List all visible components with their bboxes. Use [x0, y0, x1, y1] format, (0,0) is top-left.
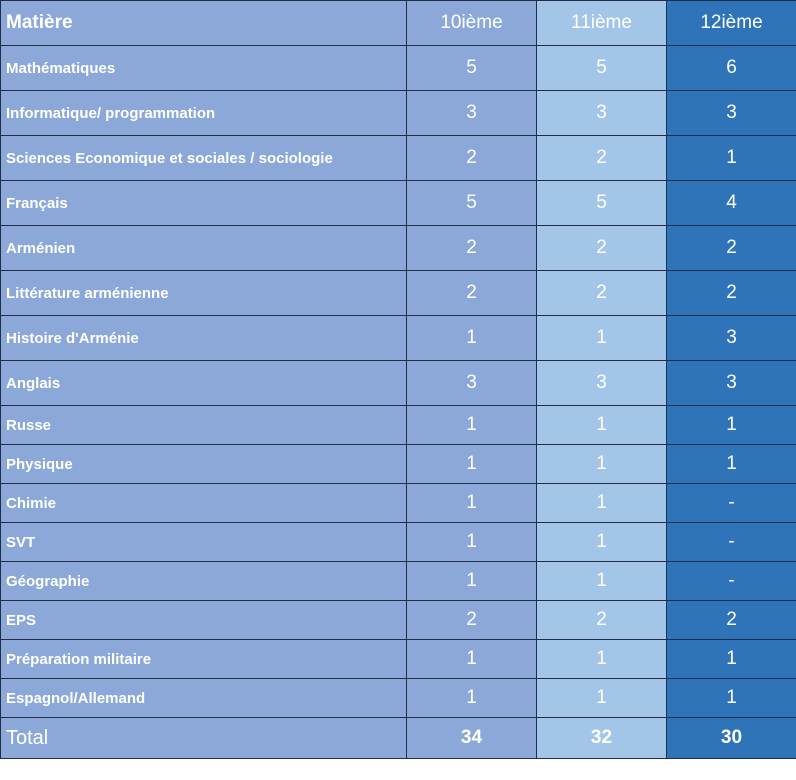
subject-cell: Sciences Economique et sociales / sociologie: [1, 136, 407, 181]
grade-10-cell: 3: [407, 361, 537, 406]
subject-cell: Préparation militaire: [1, 640, 407, 679]
total-grade-12: 30: [667, 718, 796, 759]
grade-10-cell: 2: [407, 601, 537, 640]
subject-cell: Espagnol/Allemand: [1, 679, 407, 718]
grade-10-cell: 3: [407, 91, 537, 136]
grade-10-cell: 1: [407, 562, 537, 601]
grade-10-cell: 5: [407, 46, 537, 91]
grade-11-cell: 1: [537, 523, 667, 562]
header-subject: Matière: [1, 1, 407, 46]
subject-cell: Chimie: [1, 484, 407, 523]
subject-cell: SVT: [1, 523, 407, 562]
grade-12-cell: 1: [667, 640, 796, 679]
grade-10-cell: 1: [407, 640, 537, 679]
grade-11-cell: 2: [537, 226, 667, 271]
grade-11-cell: 3: [537, 91, 667, 136]
subject-cell: Arménien: [1, 226, 407, 271]
grade-12-cell: 6: [667, 46, 796, 91]
total-row: [1, 718, 796, 759]
grade-12-cell: 2: [667, 271, 796, 316]
grade-11-cell: 2: [537, 136, 667, 181]
grade-10-cell: 1: [407, 484, 537, 523]
subject-cell: Russe: [1, 406, 407, 445]
grade-12-cell: -: [667, 523, 796, 562]
table-row: [1, 316, 796, 361]
subject-cell: Géographie: [1, 562, 407, 601]
grade-11-cell: 1: [537, 406, 667, 445]
header-row: [1, 1, 796, 46]
table-row: [1, 271, 796, 316]
subject-cell: Français: [1, 181, 407, 226]
grade-12-cell: -: [667, 484, 796, 523]
table-row: [1, 523, 796, 562]
grade-11-cell: 5: [537, 181, 667, 226]
table-row: [1, 640, 796, 679]
grade-11-cell: 2: [537, 601, 667, 640]
header-grade-11: 11ième: [537, 1, 667, 46]
grade-11-cell: 1: [537, 484, 667, 523]
table-row: [1, 484, 796, 523]
grade-12-cell: 1: [667, 136, 796, 181]
table-row: [1, 601, 796, 640]
grade-12-cell: 1: [667, 406, 796, 445]
grade-10-cell: 2: [407, 226, 537, 271]
grade-11-cell: 1: [537, 445, 667, 484]
grade-10-cell: 5: [407, 181, 537, 226]
subject-cell: Histoire d'Arménie: [1, 316, 407, 361]
total-grade-10: 34: [407, 718, 537, 759]
grade-12-cell: 3: [667, 316, 796, 361]
subject-cell: Physique: [1, 445, 407, 484]
grade-11-cell: 3: [537, 361, 667, 406]
grade-11-cell: 5: [537, 46, 667, 91]
table-row: [1, 445, 796, 484]
grade-12-cell: -: [667, 562, 796, 601]
table-row: [1, 181, 796, 226]
table-row: [1, 46, 796, 91]
grade-10-cell: 2: [407, 136, 537, 181]
subject-cell: Informatique/ programmation: [1, 91, 407, 136]
subject-cell: EPS: [1, 601, 407, 640]
grade-12-cell: 2: [667, 601, 796, 640]
grade-11-cell: 1: [537, 316, 667, 361]
table-row: [1, 91, 796, 136]
grade-11-cell: 1: [537, 562, 667, 601]
table-row: [1, 679, 796, 718]
grade-11-cell: 2: [537, 271, 667, 316]
total-label: Total: [1, 718, 407, 759]
grade-11-cell: 1: [537, 640, 667, 679]
subject-cell: Anglais: [1, 361, 407, 406]
grade-10-cell: 2: [407, 271, 537, 316]
subject-cell: Littérature arménienne: [1, 271, 407, 316]
grade-12-cell: 4: [667, 181, 796, 226]
grade-12-cell: 3: [667, 361, 796, 406]
grade-10-cell: 1: [407, 406, 537, 445]
grade-12-cell: 2: [667, 226, 796, 271]
header-grade-12: 12ième: [667, 1, 796, 46]
table-row: [1, 136, 796, 181]
table-row: [1, 406, 796, 445]
table-row: [1, 562, 796, 601]
grade-10-cell: 1: [407, 679, 537, 718]
grade-10-cell: 1: [407, 523, 537, 562]
table-body: [1, 46, 796, 718]
grade-10-cell: 1: [407, 316, 537, 361]
grade-12-cell: 3: [667, 91, 796, 136]
grade-12-cell: 1: [667, 445, 796, 484]
grade-10-cell: 1: [407, 445, 537, 484]
grade-11-cell: 1: [537, 679, 667, 718]
grade-12-cell: 1: [667, 679, 796, 718]
table-row: [1, 226, 796, 271]
header-grade-10: 10ième: [407, 1, 537, 46]
table-row: [1, 361, 796, 406]
total-grade-11: 32: [537, 718, 667, 759]
subject-cell: Mathématiques: [1, 46, 407, 91]
